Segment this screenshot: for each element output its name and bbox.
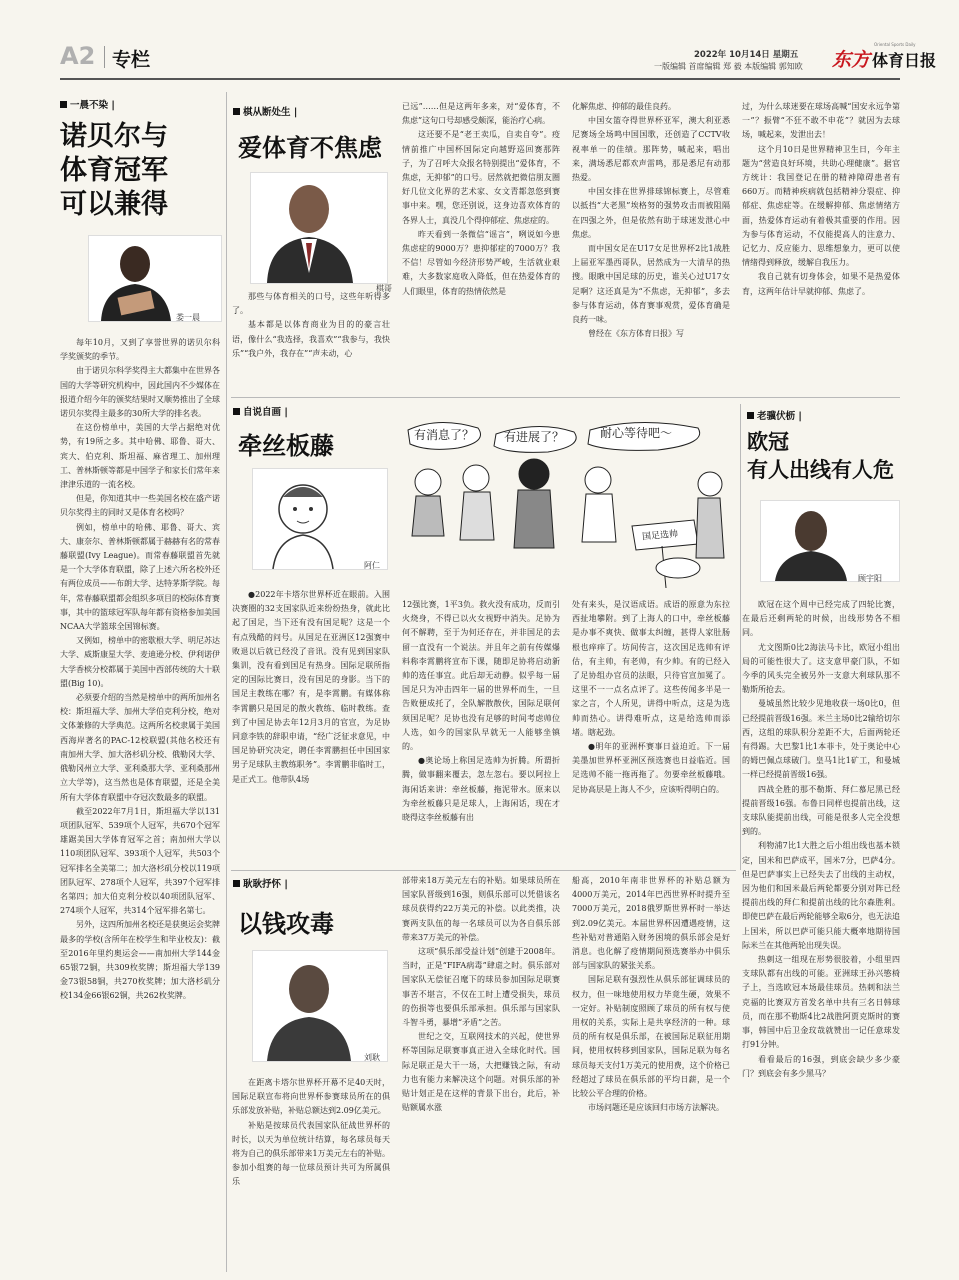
paragraph: ●2022年卡塔尔世界杯近在眼前。入围决赛圈的32支国家队近来纷纷热身，就此比起了国足，当下还有没有国足呢？这是一个有点残酷的问号。从国足在亚洲区12强赛中败退以后就已经没了音讯。没有见到国家队集训，没有看到国足有热身。国际足联所指定的国际比赛日，没有国足的身影。当下的国足主教练在哪？有，是李霄鹏。有媒体称李霄鹏只是国足的散火教练、临时教练。查到了中国足协去年12月3月的官宣，为足协同意李铁的辞职申请，“经广泛征求意见，中国足协研究决定，聘任李霄鹏担任中国国家男子足球队主教练职务”。李霄鹏非临时工，是正式工。他带队4场 bbox=[232, 590, 390, 784]
paragraph: 昨天看到一条微信“谣言”，咧说如今患焦虑症的9000万？患抑郁症的7000万？我不信！尽管如今经济形势严峻，生活就业艰难，大多数家庭收入降低，但在热爱体育的人们眼里，体育的热情依然是 bbox=[402, 229, 560, 296]
paragraph: 已远”……但是这两年多来，对“爱体育，不焦虑”这句口号却感受颇深，能治疗心病。 bbox=[402, 102, 560, 126]
editors-line: 一版编辑 首席编辑 郑 毅 本版编辑 郭知欧 bbox=[654, 62, 803, 71]
author-portrait bbox=[760, 500, 900, 582]
paragraph: 而中国女足在U17女足世界杯2比1战胜上届亚军墨西哥队，居然成为一大清早的热搜。眼瞅中国足球的历史，谁关心过U17女足啊？这还真是为“不焦虑，无抑郁”，多去参与体育运动，体育赛事观赏，爱体育确是良药一味。 bbox=[572, 244, 730, 325]
paragraph: 这还要不是“老王卖瓜，自卖自夸”。疫情前推广中国杯国际定向越野巡回赛那阵子，为了召呼大众报名特别提出“爱体育，不焦虑，无抑郁”的口号。居然就把微信朋友圈好几位文化界的艺术家、女文青都忽悠到赛事中来。嘿，您还别说，这身边喜欢体育的各界人士，真没几个得抑郁症、焦虑症的。 bbox=[402, 130, 560, 225]
article-headline: 爱体育不焦虑 bbox=[238, 134, 382, 162]
portrait-photo bbox=[761, 501, 899, 581]
paragraph: 必须要介绍的当然是榜单中的两所加州名校：斯坦福大学、加州大学伯克利分校，绝对文体兼修的大学典范。这两所名校隶属于美国西海岸著名的PAC-12校联盟(其他名校还有南加州大学、加大洛杉矶分校、俄勒冈大学、俄勒冈州立大学、亚利桑那大学、亚利桑那州立大学等)，这当然也是体育联盟，还是全美所有大学体育联盟中夺冠次数最多的联盟。 bbox=[60, 693, 220, 802]
paragraph: 利物浦7比1大胜之后小组出线也基本锁定，国米和巴萨成平，国米7分，巴萨4分。但是巴萨事实上已经失去了出线的主动权，因为他们和国米最后两轮都要分别对阵已经提前出线的拜仁和提前出线的比尔森胜利。即使巴萨在最后两轮能够全取6分，也无法追上国米，所以巴萨可能只能大概率地期待国际米兰在其他两轮出现失误。 bbox=[742, 841, 900, 950]
author-byline: 顾宇阳 bbox=[858, 574, 882, 583]
portrait-photo bbox=[89, 236, 221, 321]
paragraph: 部带来18万美元左右的补贴。如果球员所在国家队晋级到16强，则俱乐部可以凭借该名球员获得约22万美元的补偿。以此类推，决赛两支队伍的每一名球员可以为各自俱乐部带来37万美元的补偿。 bbox=[402, 876, 560, 942]
square-bullet-icon bbox=[233, 408, 240, 415]
speech-bubble-text: 有消息了？ bbox=[414, 428, 475, 442]
paragraph: 另外，这四所加州名校还是获奥运会奖牌最多的学校(含所年在校学生和毕业校友)：截至2016年里约奥运会——南加州大学144金65银72铜，共309枚奖牌；斯坦福大学139金73银58铜，共270枚奖牌；加大洛杉矶分校134金66银62铜，共262枚奖牌。 bbox=[60, 920, 220, 1001]
headline-line: 体育冠军 bbox=[60, 155, 168, 186]
paper-logo bbox=[832, 42, 937, 71]
paragraph: 化解焦虑、抑郁的最佳良药。 bbox=[572, 102, 676, 111]
speech-bubble-text: 耐心等待吧～ bbox=[600, 426, 673, 440]
paragraph: 曼城虽然比较少见地收获一场0比0，但已经提前晋级16强。米兰主场0比2输给切尔西，这组的球队积分差距不大，后面两轮还有得踢。大巴黎1比1本菲卡，处于奥论中心的姆巴佩点球破门。皇马1比1矿工，和曼城一样已经提前晋级16强。 bbox=[742, 699, 900, 780]
paragraph: 船高，2010年南非世界杯的补贴总额为4000万美元，2014年巴西世界杯时提升至7000万美元，2018俄罗斯世界杯时一举达到2.09亿美元。本届世界杯因遭遇疫情，这些补贴对普通陷入财务困境的俱乐部会是好消息。也化解了疫情期间预选赛举办中俱乐部与国家队的紧张关系。 bbox=[572, 876, 730, 971]
section-rule bbox=[231, 870, 736, 871]
paragraph: ●明年的亚洲杯赛事日益迫近。下一届美墨加世界杯亚洲区预选赛也日益临近。国足选帅不能一拖再拖了。勿要牵丝板藤哦。足协高层是上海人不少，应该听得明白的。 bbox=[572, 742, 730, 794]
article-headline bbox=[60, 120, 168, 222]
portrait-photo bbox=[253, 951, 387, 1061]
article-body bbox=[402, 100, 560, 299]
brand-en: Oriental Sports Daily bbox=[874, 42, 916, 47]
article-body bbox=[742, 598, 900, 1081]
column-label bbox=[233, 876, 288, 890]
column-label bbox=[60, 97, 115, 111]
square-bullet-icon bbox=[233, 880, 240, 887]
paragraph: 国际足联有强烈性从俱乐部征调球员的权力，但一味地使用权力毕竟生硬，效果不一定好。补贴制度照顾了球员的所有权与使用权的关系，实际上是共享经济的一种。球员的所有权是俱乐部，在被国际足联征用期间，使用权转移到国家队，国际足联为每名球员每天支付1万美元的使用费，这个价格已经超过了球员在俱乐部的平均日薪，是一个比较公平合理的价格。 bbox=[572, 975, 730, 1099]
article-body bbox=[232, 290, 390, 361]
article-body bbox=[572, 598, 730, 797]
header-rule bbox=[60, 78, 900, 80]
article-body bbox=[572, 874, 730, 1115]
column-rule bbox=[740, 404, 741, 870]
author-byline: 刘耿 bbox=[364, 1053, 380, 1062]
paragraph: 截至2022年7月1日，斯坦福大学以131项团队冠军、539项个人冠军，共670个冠军雄踞美国大学体育冠军之首；南加州大学以110项团队冠军、393项个人冠军，共503个冠军排名全美第二；加大洛杉矶分校以119项团队冠军、278项个人冠军，共397个冠军排名第四；加大伯克利分校以40项团队冠军、274项个人冠军，共314个冠军排名第七。 bbox=[60, 806, 220, 916]
portrait-photo bbox=[251, 173, 387, 283]
author-portrait bbox=[88, 235, 222, 322]
headline-line: 欧冠 bbox=[747, 430, 789, 454]
column-rule bbox=[226, 92, 227, 1272]
paragraph: 曾经在《东方体育日报》写 bbox=[588, 329, 684, 339]
paragraph: 看看最后的16强，到底会缺少多少豪门？到底会有多少黑马？ bbox=[742, 1054, 900, 1078]
article-body bbox=[402, 598, 560, 825]
label-bar: | bbox=[111, 100, 115, 111]
cartoon-sign-text: 国足选帅 bbox=[641, 529, 679, 543]
paragraph: 我自己就有切身体会，如果不是热爱体育，这两年估计早就抑郁、焦虑了。 bbox=[742, 272, 900, 296]
square-bullet-icon bbox=[747, 412, 754, 419]
label-bar: | bbox=[284, 879, 288, 890]
column-label bbox=[233, 104, 297, 118]
column-label bbox=[747, 408, 802, 422]
cartoon-drawing bbox=[398, 418, 734, 590]
article-body bbox=[402, 874, 560, 1115]
date-line: 2022年 10月14日 星期五 bbox=[694, 50, 799, 60]
paragraph: 欧冠在这个周中已经完成了四轮比赛，在最后还剩两轮的时候，出线形势各不相同。 bbox=[742, 600, 900, 638]
article-body bbox=[60, 336, 220, 1004]
paragraph: 热刺这一组现在形势很胶着，小组里四支球队都有出线的可能。亚洲球王孙兴慜椅子上，当选欧冠本场最佳球员。热刺和法兰克福的比赛双方首发名单中共有三名日韩球员，而在那不勒斯4比2战胜阿贾克斯时的赛事，韩国中后卫金玟哉就赞出一记任意球发打91分钟。 bbox=[742, 955, 900, 1050]
masthead bbox=[60, 36, 937, 76]
paragraph: 处有来头，是汉语成语。成语的原意为东拉西扯地攀附。到了上海人的口中，牵丝板藤是办事不爽快、做事太纠缠，甚得人家肚肠根也痒痒了。坊间传言，这次国足选帅有评估，有主帅，有老帅，有少帅。有的已经入了足协组办官员的法眼，只待官宣加冕了。这里不一一点名点评了。这些传闻多半是一家之言，个人所见，讲得中听点，这是为选帅而热心。讲得难听点，这是给选帅而添堵。瞎起劲。 bbox=[572, 600, 730, 737]
paragraph: 在距离卡塔尔世界杯开幕不足40天时，国际足联宣布将向世界杯参赛球员所在的俱乐部发放补贴，补贴总额达到2.09亿美元。 bbox=[232, 1078, 390, 1116]
caricature-drawing bbox=[253, 469, 387, 569]
article-body bbox=[742, 100, 900, 299]
editorial-cartoon bbox=[398, 418, 734, 590]
headline-line: 诺贝尔与 bbox=[60, 121, 168, 152]
paragraph: 每年10月，又到了享誉世界的诺贝尔科学奖颁奖的季节。 bbox=[60, 338, 220, 362]
column-label-text: 棋从断处生 bbox=[243, 107, 291, 118]
paragraph: 在这份榜单中，美国的大学占据绝对优势，有19所之多。其中哈佛、耶鲁、哥大、宾大、伯克利、斯坦福、麻省理工、加州理工、普林斯顿等都是中国学子和家长们常年来津津乐道的一流名校。 bbox=[60, 423, 220, 490]
paragraph: 由于诺贝尔科学奖得主大都集中在世界各国的大学等研究机构中，因此国内不少媒体在报道介绍今年的颁奖结果时又顺势推出了全球诺贝尔奖得主最多的30所大学的排名表。 bbox=[60, 366, 220, 419]
brand-mark: 东方 bbox=[832, 49, 871, 71]
column-label bbox=[233, 404, 288, 418]
paragraph: 但是，你知道其中一些美国名校在盛产诺贝尔奖得主的同时又是体育名校吗？ bbox=[60, 494, 220, 518]
paragraph: 尤文图斯0比2海法马卡比，欧冠小组出局的可能性很大了。这支意甲豪门队，不如今季的风头完全被另外一支意大利球队那不勒斯所抢去。 bbox=[742, 642, 900, 695]
author-byline: 娄一晨 bbox=[176, 313, 200, 322]
label-bar: | bbox=[284, 407, 288, 418]
author-byline: 阿仁 bbox=[364, 561, 380, 570]
author-portrait bbox=[250, 172, 388, 284]
article-body bbox=[232, 1076, 390, 1190]
article-headline: 牵丝板藤 bbox=[238, 432, 334, 460]
article-body bbox=[572, 100, 730, 341]
paper-name: 体育日报 bbox=[872, 51, 937, 70]
headline-line: 可以兼得 bbox=[60, 189, 168, 220]
column-label-text: 耿耿抒怀 bbox=[243, 879, 282, 890]
paragraph: 中国女篮夺得世界杯亚军，澳大利亚悉尼赛场全场鸣中国国歌，还创造了CCTV收视率单一的佳绩。那阵势，喊起来，唱出来，满场悉尼都欢声雷鸣，那是悉尼有动那热爱。 bbox=[572, 116, 730, 183]
article-headline: 以钱攻毒 bbox=[238, 910, 334, 938]
square-bullet-icon bbox=[233, 108, 240, 115]
paragraph: 这项“俱乐部受益计划”创建于2008年。当时，正是“FIFA病毒”肆虐之时。俱乐部对国家队无偿征召麾下的球员参加国际足联赛事苦不堪言，不仅在工时上遭受损失，球员的伤损等也要俱乐部承担。俱乐部与国家队斗智斗勇，暴增“矛盾”之苦。 bbox=[402, 947, 560, 1028]
author-caricature bbox=[252, 468, 388, 570]
author-byline: 棋哥 bbox=[376, 284, 392, 293]
paragraph: 基本都是以体育商业为目的的豪言壮语，像什么“我选择，我喜欢”“我参与，我快乐”“我户外，我存在”“声未动，心 bbox=[232, 320, 390, 358]
page-number-divider bbox=[104, 46, 105, 68]
paragraph: 例如，榜单中的哈佛、耶鲁、哥大、宾大、康奈尔、普林斯顿都属于赫赫有名的常春藤联盟(Ivy League)。而常春藤联盟首先就是一个大学体育联盟，除了上述六所名校外还有两位成员——布朗大学、达特茅斯学院。每年，常春藤联盟都会组织多项目的校际体育赛事，其中的篮球冠军队每年都有资格参加美国NCAA大学篮球全国锦标赛。 bbox=[60, 522, 220, 632]
column-label-text: 自说自画 bbox=[243, 407, 282, 418]
paragraph: 补贴是按球员代表国家队征战世界杯的时长，以天为单位统计结算，每名球员每天将为自己的俱乐部带来1万美元左右的补贴。参加小组赛的每一位球员预计共可为所属俱乐 bbox=[232, 1120, 390, 1187]
section-title: 专栏 bbox=[112, 49, 151, 71]
section-rule bbox=[231, 397, 900, 398]
paragraph: 那些与体育相关的口号，这些年听得多了。 bbox=[232, 292, 390, 316]
column-label-text: 一晨不染 bbox=[70, 100, 109, 111]
paragraph: 世纪之交，互联网技术的兴起，使世界杯等国际足联赛事真正进入全球化时代。国际足联正是大干一场，大把赚钱之际，有动力也有能力来解决这个问题。对俱乐部的补贴计划正是在这样的背景下出台，此后，补贴额属水涨 bbox=[402, 1032, 560, 1113]
speech-bubble-text: 有进展了？ bbox=[504, 430, 565, 444]
square-bullet-icon bbox=[60, 101, 67, 108]
paragraph: 过，为什么球迷要在球场高喊“国安永远争第一”？振臂“不狂不敢不申花”？就因为去球场，喊起来，发泄出去！ bbox=[742, 102, 900, 140]
article-body bbox=[232, 588, 390, 787]
paragraph: 又例如，榜单中的密歇根大学、明尼苏达大学、威斯康星大学、麦迪逊分校、伊利诺伊大学香槟分校都属于美国中西部传统的大十联盟(Big 10)。 bbox=[60, 636, 220, 688]
article-headline bbox=[747, 428, 894, 484]
paragraph: 12强比赛，1平3负。救火没有成功，反而引火烧身，不得已以火女视野中消失。足协为何不解聘，至于为何还存在，并非国足的去留一直没有一个说法。并且年之前有传媒爆料称李霄鹏将宣布下课，随即足协将启动新帅的选任事宜。此后却无动静。似乎每一届国足只为冲击四年一届的世界杯而生，一旦告败便成托了，全队解散散伙，国际足联何须国足呢？足协也没有足够的时间考虑帅位人选，如今的国家队早就无一人能够坐镇的。 bbox=[402, 600, 560, 752]
paragraph: ●奥论场上称国足选帅为折腾。所谓折腾，做事翻来覆去，忽左忽右。要以阿拉上海闲话来讲：牵丝板藤，拖泥带水。原来以为牵丝板藤只是足球人，上海闲话，现在才晓得这李丝板藤有出 bbox=[402, 756, 560, 823]
column-label-text: 老骥伏枥 bbox=[757, 411, 796, 422]
paragraph: 这个月10日是世界精神卫生日，今年主题为“营造良好环境，共助心理健康”。据官方统计：我国登记在册的精神障碍患者有660万。而精神疾病就包括精神分裂症、抑郁症、焦虑症等。在缓解抑郁、焦虑情绪方面，热爱体育运动有着极其重要的作用。因为参与体育运动，不仅能提高人的注意力、记忆力、反应能力、思维想象力，更可以使情绪得到释放，缓解自我压力。 bbox=[742, 144, 900, 268]
paragraph: 中国女排在世界排球锦标赛上，尽管难以抵挡“大老黑”埃格努的强势攻击而被阻隔在四强之外，但是依然有助于球迷发泄心中焦虑。 bbox=[572, 187, 730, 239]
headline-line: 有人出线有人危 bbox=[747, 458, 894, 482]
author-portrait bbox=[252, 950, 388, 1062]
paragraph: 四战全胜的那不勒斯、拜仁慕尼黑已经提前晋级16强。布鲁日同样也提前出线，这支球队能提前出线，可能是很多人完全没想到的。 bbox=[742, 784, 900, 837]
label-bar: | bbox=[798, 411, 802, 422]
paragraph: 市场问题还是应该回归市场方法解决。 bbox=[588, 1103, 724, 1113]
label-bar: | bbox=[293, 107, 298, 118]
page-number: A2 bbox=[60, 42, 96, 70]
